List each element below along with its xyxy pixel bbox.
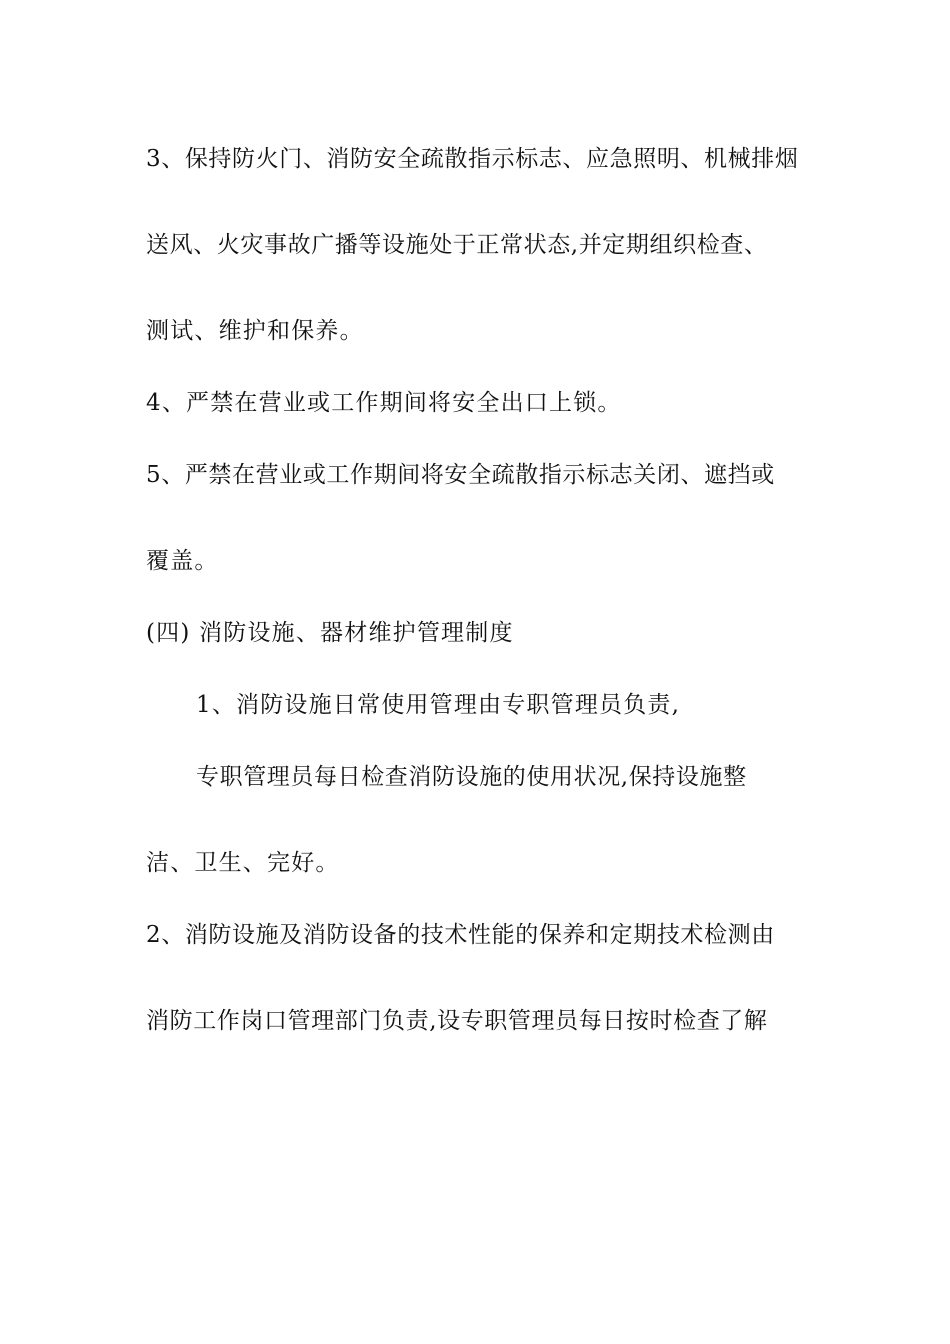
text-line: 洁、卫生、完好。 [146,850,340,876]
text-line: 3、保持防火门、消防安全疏散指示标志、应急照明、机械排烟 [146,146,799,172]
text-line: 专职管理员每日检查消防设施的使用状况,保持设施整 [196,764,747,790]
text-line: 测试、维护和保养。 [146,318,364,344]
section-heading: (四) 消防设施、器材维护管理制度 [146,620,514,646]
text-line: 送风、火灾事故广播等设施处于正常状态,并定期组织检查、 [146,232,768,258]
text-line: 5、严禁在营业或工作期间将安全疏散指示标志关闭、遮挡或 [146,462,775,488]
text-line: 覆盖。 [146,548,219,574]
text-line: 消防工作岗口管理部门负责,设专职管理员每日按时检查了解 [146,1008,768,1034]
text-line: 4、严禁在营业或工作期间将安全出口上锁。 [146,390,622,416]
text-line: 1、消防设施日常使用管理由专职管理员负责, [196,692,681,718]
text-line: 2、消防设施及消防设备的技术性能的保养和定期技术检测由 [146,922,775,948]
